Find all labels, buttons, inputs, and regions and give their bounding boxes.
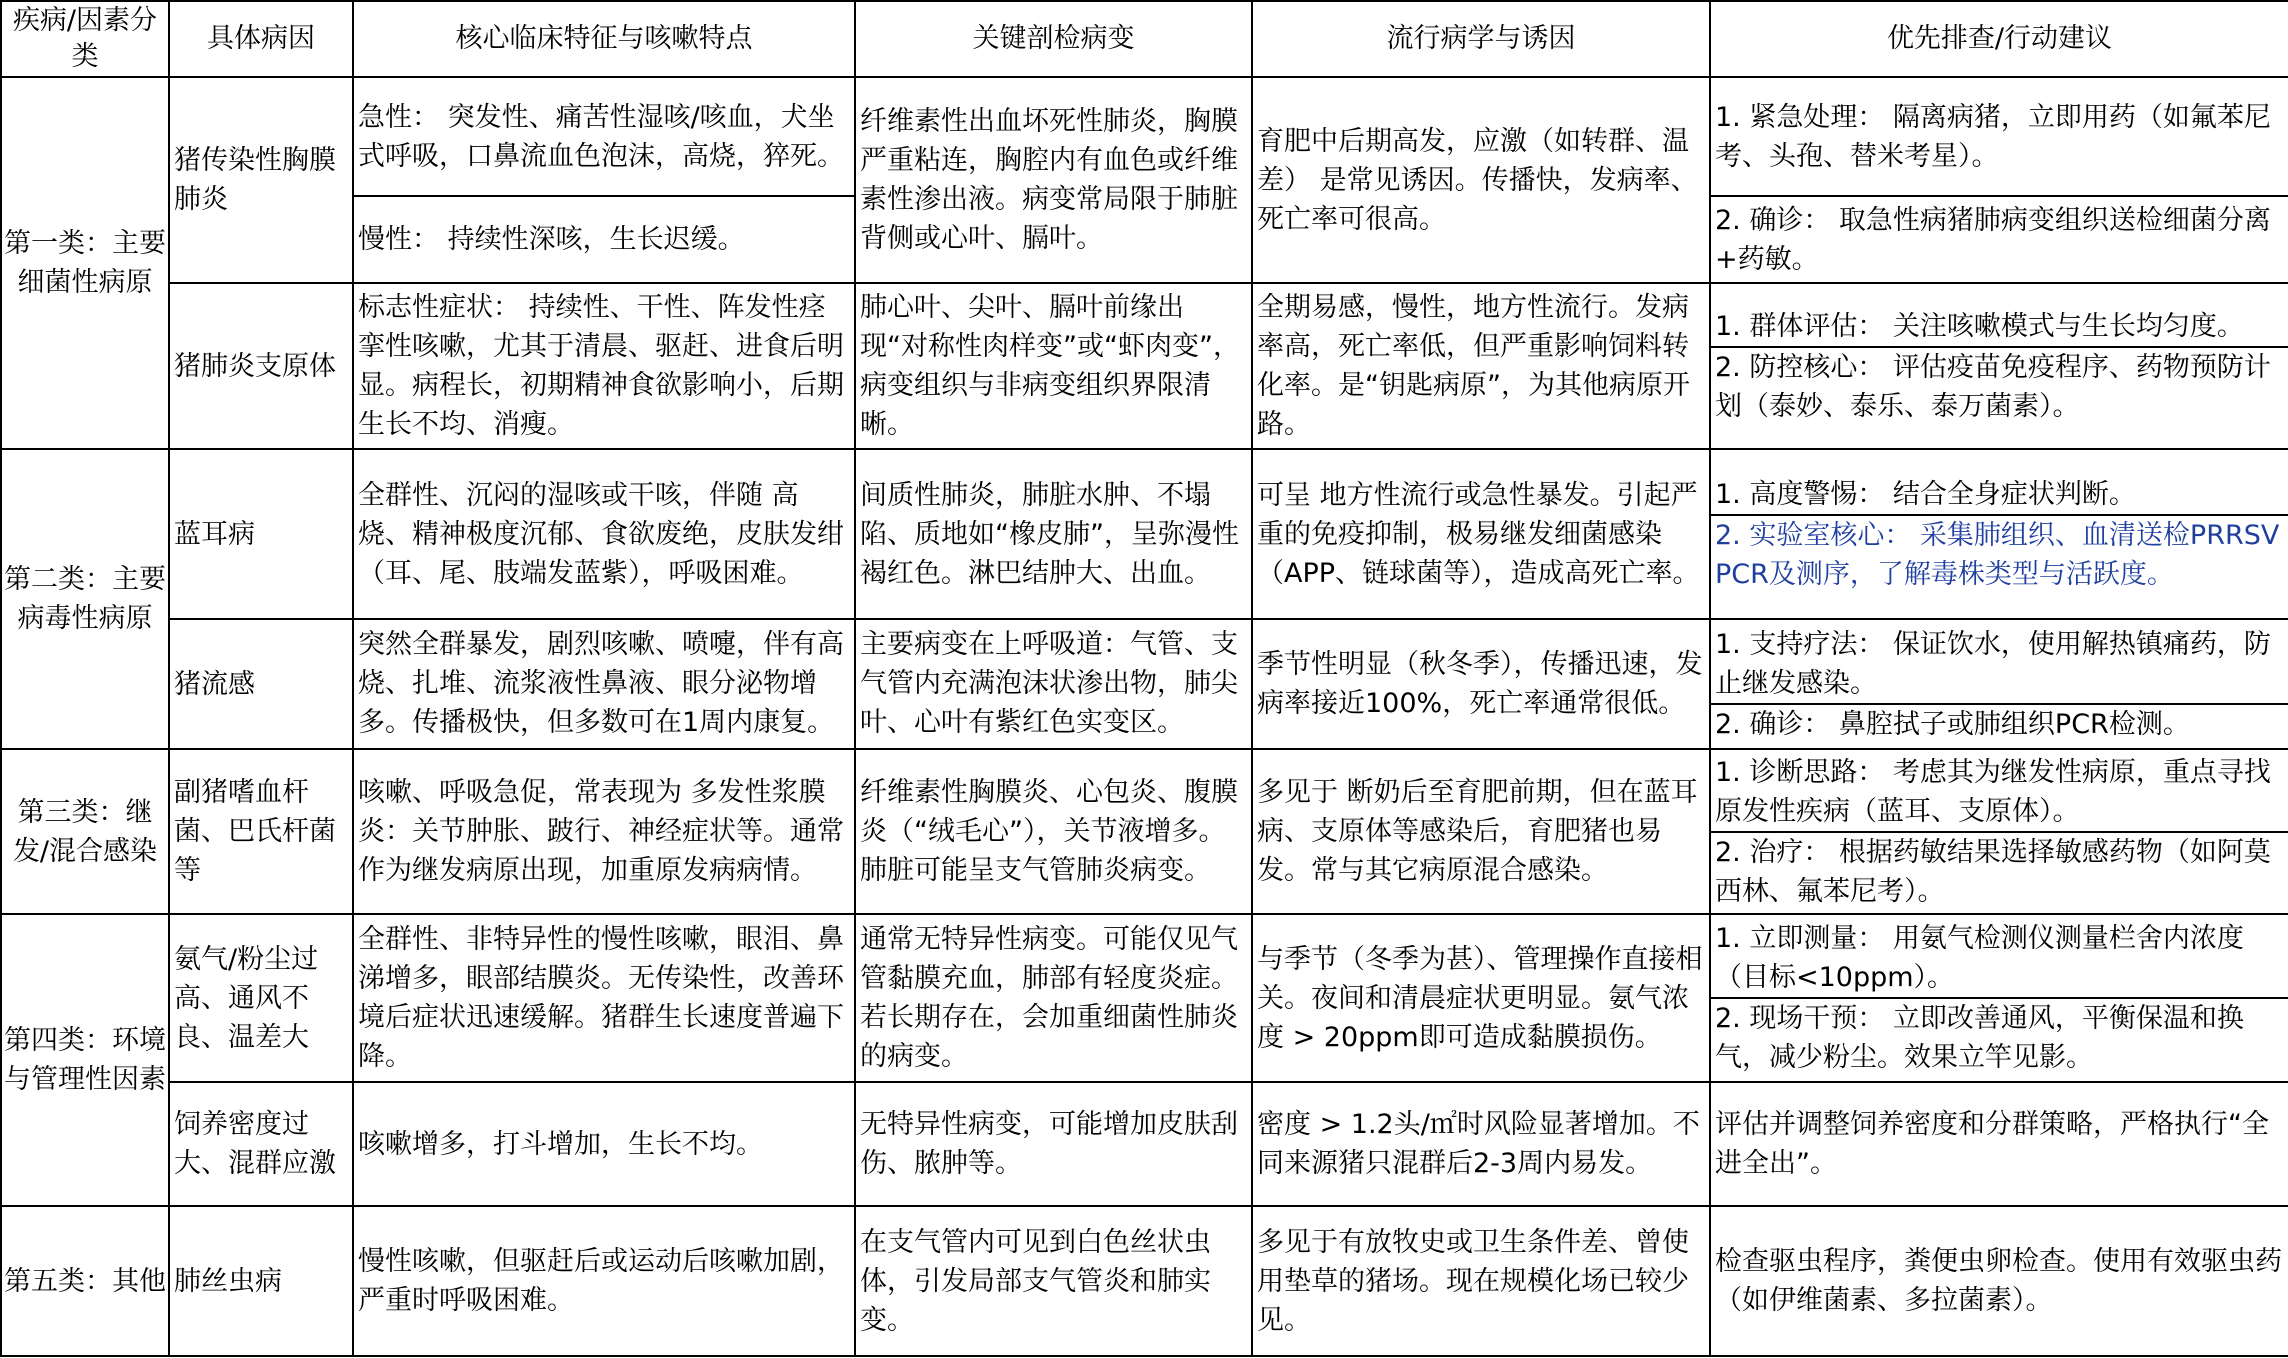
cause-cell: 猪肺炎支原体 xyxy=(169,283,353,449)
features-cell xyxy=(353,619,855,749)
table-row xyxy=(1,449,2288,619)
action-item: 2. 实验室核心： 采集肺组织、血清送检PRRSV PCR及测序，了解毒株类型与活跃度。 xyxy=(1715,519,2280,590)
table-row xyxy=(1,749,2288,914)
features-cell: 急性： 突发性、痛苦性湿咳/咳血，犬坐式呼吸，口鼻流血色泡沫，高烧，猝死。 xyxy=(353,77,855,196)
action-item: 1. 诊断思路： 考虑其为继发性病原，重点寻找原发性疾病（蓝耳、支原体）。 xyxy=(1711,753,2288,833)
lesions-cell: 在支气管内可见到白色丝状虫体，引发局部支气管炎和肺实变。 xyxy=(855,1206,1252,1356)
epidemiology-cell: 可呈 地方性流行或急性暴发。引起严重的免疫抑制，极易继发细菌感染（APP、链球菌等），造成高死亡率。 xyxy=(1252,449,1710,619)
header-cause: 具体病因 xyxy=(169,1,353,77)
action-cell: 2. 确诊： 取急性病猪肺病变组织送检细菌分离+药敏。 xyxy=(1710,196,2288,283)
action-item: 2. 治疗： 根据药敏结果选择敏感药物（如阿莫西林、氟苯尼考）。 xyxy=(1715,836,2271,907)
cause-cell: 猪传染性胸膜肺炎 xyxy=(169,77,353,283)
header-row xyxy=(1,1,2288,77)
action-item: 1. 支持疗法： 保证饮水，使用解热镇痛药，防止继发感染。 xyxy=(1711,625,2288,705)
features-text: 标志性症状： 持续性、干性、阵发性痉挛性咳嗽，尤其于清晨、驱赶、进食后明显。病程长，初期精神食欲影响小，后期生长不均、消瘦。 xyxy=(358,292,844,440)
lesions-cell: 间质性肺炎，肺脏水肿、不塌陷、质地如“橡皮肺”，呈弥漫性褐红色。淋巴结肿大、出血。 xyxy=(855,449,1252,619)
action-item: 1. 群体评估： 关注咳嗽模式与生长均匀度。 xyxy=(1711,307,2288,348)
action-cell xyxy=(1710,914,2288,1082)
lesions-cell xyxy=(855,283,1252,449)
action-cell xyxy=(1710,619,2288,749)
table-row xyxy=(1,914,2288,1082)
cause-cell: 氨气/粉尘过高、通风不良、温差大 xyxy=(169,914,353,1082)
table-row xyxy=(1,1082,2288,1206)
epidemiology-cell: 密度 > 1.2头/㎡时风险显著增加。不同来源猪只混群后2-3周内易发。 xyxy=(1252,1082,1710,1206)
table-row xyxy=(1,283,2288,449)
features-text: 突然全群暴发，剧烈咳嗽、喷嚏，伴有高烧、扎堆、流浆液性鼻液、眼分泌物增多。传播极快，但多数可在1周内康复。 xyxy=(358,629,844,738)
epidemiology-text: 全期易感，慢性，地方性流行。发病率高，死亡率低，但严重影响饲料转化率。是“钥匙病原”，为其他病原开路。 xyxy=(1257,292,1690,440)
table-row xyxy=(1,1206,2288,1356)
action-item: 1. 高度警惕： 结合全身症状判断。 xyxy=(1711,475,2288,516)
lesions-text: 通常无特异性病变。可能仅见气管黏膜充血，肺部有轻度炎症。若长期存在，会加重细菌性肺炎的病变。 xyxy=(860,924,1238,1072)
header-epidemiology: 流行病学与诱因 xyxy=(1252,1,1710,77)
action-item: 2. 防控核心： 评估疫苗免疫程序、药物预防计划（泰妙、泰乐、泰万菌素）。 xyxy=(1715,351,2271,422)
features-cell: 慢性： 持续性深咳，生长迟缓。 xyxy=(353,196,855,283)
epidemiology-cell: 季节性明显（秋冬季），传播迅速，发病率接近100%，死亡率通常很低。 xyxy=(1252,619,1710,749)
action-item: 1. 立即测量： 用氨气检测仪测量栏舍内浓度（目标<10ppm）。 xyxy=(1711,919,2288,999)
action-item: 2. 确诊： 鼻腔拭子或肺组织PCR检测。 xyxy=(1715,708,2190,740)
cause-cell: 猪流感 xyxy=(169,619,353,749)
lesions-cell: 无特异性病变，可能增加皮肤刮伤、脓肿等。 xyxy=(855,1082,1252,1206)
lesions-text: 肺心叶、尖叶、膈叶前缘出现“对称性肉样变”或“虾肉变”，病变组织与非病变组织界限清晰。 xyxy=(860,292,1240,440)
action-cell: 检查驱虫程序，粪便虫卵检查。使用有效驱虫药（如伊维菌素、多拉菌素）。 xyxy=(1710,1206,2288,1356)
epidemiology-cell: 多见于有放牧史或卫生条件差、曾使用垫草的猪场。现在规模化场已较少见。 xyxy=(1252,1206,1710,1356)
cause-cell: 副猪嗜血杆菌、巴氏杆菌等 xyxy=(169,749,353,914)
lesions-cell: 纤维素性出血坏死性肺炎，胸膜严重粘连，胸腔内有血色或纤维素性渗出液。病变常局限于肺脏背侧或心叶、膈叶。 xyxy=(855,77,1252,283)
features-cell: 全群性、非特异性的慢性咳嗽，眼泪、鼻涕增多，眼部结膜炎。无传染性，改善环境后症状迅速缓解。猪群生长速度普遍下降。 xyxy=(353,914,855,1082)
features-cell: 咳嗽、呼吸急促，常表现为 多发性浆膜炎：关节肿胀、跛行、神经症状等。通常作为继发病原出现，加重原发病病情。 xyxy=(353,749,855,914)
category-cell: 第四类：环境与管理性因素 xyxy=(1,914,169,1206)
category-cell: 第五类：其他 xyxy=(1,1206,169,1356)
action-cell xyxy=(1710,749,2288,914)
action-item: 2. 现场干预： 立即改善通风，平衡保温和换气，减少粉尘。效果立竿见影。 xyxy=(1715,1003,2244,1073)
table-row xyxy=(1,619,2288,749)
action-cell: 1. 紧急处理： 隔离病猪，立即用药（如氟苯尼考、头孢、替米考星）。 xyxy=(1710,77,2288,196)
epidemiology-cell: 与季节（冬季为甚）、管理操作直接相关。夜间和清晨症状更明显。氨气浓度 > 20ppm即可造成黏膜损伤。 xyxy=(1252,914,1710,1082)
category-cell: 第二类：主要病毒性病原 xyxy=(1,449,169,749)
features-cell xyxy=(353,283,855,449)
cause-cell: 肺丝虫病 xyxy=(169,1206,353,1356)
epidemiology-cell xyxy=(1252,283,1710,449)
category-cell: 第三类：继发/混合感染 xyxy=(1,749,169,914)
action-cell: 评估并调整饲养密度和分群策略，严格执行“全进全出”。 xyxy=(1710,1082,2288,1206)
action-cell xyxy=(1710,449,2288,619)
epidemiology-cell: 多见于 断奶后至育肥前期，但在蓝耳病、支原体等感染后，育肥猪也易发。常与其它病原混合感染。 xyxy=(1252,749,1710,914)
header-actions: 优先排查/行动建议 xyxy=(1710,1,2288,77)
lesions-cell xyxy=(855,619,1252,749)
table-row xyxy=(1,77,2288,196)
lesions-cell: 纤维素性胸膜炎、心包炎、腹膜炎（“绒毛心”），关节液增多。肺脏可能呈支气管肺炎病变。 xyxy=(855,749,1252,914)
action-cell xyxy=(1710,283,2288,449)
header-lesions: 关键剖检病变 xyxy=(855,1,1252,77)
lesions-text: 主要病变在上呼吸道：气管、支气管内充满泡沫状渗出物，肺尖叶、心叶有紫红色实变区。 xyxy=(860,629,1238,738)
features-cell: 全群性、沉闷的湿咳或干咳，伴随 高烧、精神极度沉郁、食欲废绝，皮肤发绀（耳、尾、肢端发蓝紫），呼吸困难。 xyxy=(353,449,855,619)
features-cell: 咳嗽增多，打斗增加，生长不均。 xyxy=(353,1082,855,1206)
header-category: 疾病/因素分类 xyxy=(1,1,169,77)
cause-cell: 蓝耳病 xyxy=(169,449,353,619)
cause-cell: 饲养密度过大、混群应激 xyxy=(169,1082,353,1206)
category-cell: 第一类：主要细菌性病原 xyxy=(1,77,169,449)
epidemiology-cell: 育肥中后期高发，应激（如转群、温差） 是常见诱因。传播快，发病率、死亡率可很高。 xyxy=(1252,77,1710,283)
lesions-cell xyxy=(855,914,1252,1082)
header-features: 核心临床特征与咳嗽特点 xyxy=(353,1,855,77)
features-cell: 慢性咳嗽，但驱赶后或运动后咳嗽加剧，严重时呼吸困难。 xyxy=(353,1206,855,1356)
